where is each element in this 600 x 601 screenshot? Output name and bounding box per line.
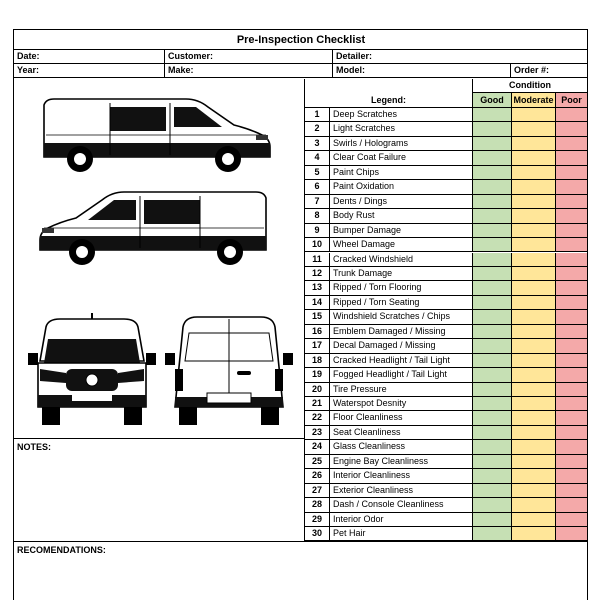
item-label: Cracked Windshield: [330, 253, 473, 267]
van-side-right-icon: [36, 95, 274, 177]
condition-cell-good[interactable]: [473, 411, 512, 425]
item-number: 26: [305, 469, 330, 483]
condition-cell-good[interactable]: [473, 440, 512, 454]
item-label: Decal Damaged / Missing: [330, 339, 473, 353]
condition-cell-good[interactable]: [473, 151, 512, 165]
info-row-2: [14, 64, 588, 78]
condition-cell-moderate[interactable]: [512, 411, 556, 425]
item-number: 16: [305, 325, 330, 339]
condition-cell-moderate[interactable]: [512, 527, 556, 541]
column-header-moderate: Moderate: [512, 93, 556, 108]
condition-cell-moderate[interactable]: [512, 354, 556, 368]
item-label: Interior Cleanliness: [330, 469, 473, 483]
item-label: Waterspot Desnity: [330, 397, 473, 411]
item-label: Bumper Damage: [330, 224, 473, 238]
condition-cell-moderate[interactable]: [512, 368, 556, 382]
condition-cell-good[interactable]: [473, 253, 512, 267]
condition-cell-good[interactable]: [473, 513, 512, 527]
condition-cell-poor[interactable]: [556, 238, 588, 252]
item-label: Ripped / Torn Seating: [330, 296, 473, 310]
condition-cell-poor[interactable]: [556, 166, 588, 180]
condition-cell-good[interactable]: [473, 325, 512, 339]
item-label: Floor Cleanliness: [330, 411, 473, 425]
item-label: Wheel Damage: [330, 238, 473, 252]
condition-cell-poor[interactable]: [556, 267, 588, 281]
item-number: 6: [305, 180, 330, 194]
condition-cell-good[interactable]: [473, 310, 512, 324]
condition-cell-good[interactable]: [473, 527, 512, 541]
recommendations-area[interactable]: [14, 541, 588, 601]
condition-cell-poor[interactable]: [556, 122, 588, 136]
header-blank: [305, 79, 473, 93]
condition-cell-moderate[interactable]: [512, 455, 556, 469]
condition-cell-good[interactable]: [473, 122, 512, 136]
condition-cell-good[interactable]: [473, 397, 512, 411]
item-label: Trunk Damage: [330, 267, 473, 281]
item-label: Cracked Headlight / Tail Light: [330, 354, 473, 368]
item-label: Dash / Console Cleanliness: [330, 498, 473, 512]
condition-cell-poor[interactable]: [556, 195, 588, 209]
condition-cell-moderate[interactable]: [512, 108, 556, 122]
item-number: 22: [305, 411, 330, 425]
page-title: Pre-Inspection Checklist: [14, 30, 588, 50]
item-label: Swirls / Holograms: [330, 137, 473, 151]
item-number: 23: [305, 426, 330, 440]
condition-cell-good[interactable]: [473, 267, 512, 281]
condition-cell-moderate[interactable]: [512, 166, 556, 180]
condition-cell-poor[interactable]: [556, 383, 588, 397]
item-label: Pet Hair: [330, 527, 473, 541]
model-field[interactable]: Model:: [336, 65, 365, 75]
condition-cell-poor[interactable]: [556, 484, 588, 498]
condition-header: Condition: [473, 79, 588, 93]
condition-cell-moderate[interactable]: [512, 253, 556, 267]
item-number: 13: [305, 281, 330, 295]
condition-cell-good[interactable]: [473, 354, 512, 368]
condition-cell-good[interactable]: [473, 426, 512, 440]
item-label: Light Scratches: [330, 122, 473, 136]
condition-cell-poor[interactable]: [556, 426, 588, 440]
item-label: Exterior Cleanliness: [330, 484, 473, 498]
condition-cell-good[interactable]: [473, 296, 512, 310]
item-number: 7: [305, 195, 330, 209]
item-number: 24: [305, 440, 330, 454]
item-number: 30: [305, 527, 330, 541]
van-front-icon: [26, 311, 158, 429]
condition-cell-good[interactable]: [473, 469, 512, 483]
condition-cell-poor[interactable]: [556, 354, 588, 368]
condition-cell-moderate[interactable]: [512, 224, 556, 238]
vehicle-diagram-panel: [14, 79, 305, 466]
notes-area[interactable]: [14, 438, 305, 541]
condition-cell-moderate[interactable]: [512, 137, 556, 151]
item-number: 1: [305, 108, 330, 122]
condition-cell-poor[interactable]: [556, 310, 588, 324]
item-number: 4: [305, 151, 330, 165]
condition-cell-moderate[interactable]: [512, 469, 556, 483]
item-number: 17: [305, 339, 330, 353]
item-label: Seat Cleanliness: [330, 426, 473, 440]
condition-cell-good[interactable]: [473, 180, 512, 194]
condition-cell-poor[interactable]: [556, 224, 588, 238]
condition-cell-poor[interactable]: [556, 527, 588, 541]
condition-cell-poor[interactable]: [556, 180, 588, 194]
notes-label: NOTES:: [17, 442, 52, 452]
condition-cell-good[interactable]: [473, 108, 512, 122]
item-number: 27: [305, 484, 330, 498]
item-label: Ripped / Torn Flooring: [330, 281, 473, 295]
item-label: Fogged Headlight / Tail Light: [330, 368, 473, 382]
condition-cell-moderate[interactable]: [512, 513, 556, 527]
condition-cell-poor[interactable]: [556, 397, 588, 411]
condition-cell-moderate[interactable]: [512, 339, 556, 353]
condition-cell-poor[interactable]: [556, 513, 588, 527]
item-number: 5: [305, 166, 330, 180]
condition-cell-poor[interactable]: [556, 209, 588, 223]
condition-cell-moderate[interactable]: [512, 325, 556, 339]
condition-cell-poor[interactable]: [556, 325, 588, 339]
condition-cell-good[interactable]: [473, 137, 512, 151]
condition-cell-moderate[interactable]: [512, 296, 556, 310]
item-label: Emblem Damaged / Missing: [330, 325, 473, 339]
condition-cell-poor[interactable]: [556, 151, 588, 165]
item-number: 28: [305, 498, 330, 512]
condition-cell-poor[interactable]: [556, 411, 588, 425]
item-label: Interior Odor: [330, 513, 473, 527]
item-label: Engine Bay Cleanliness: [330, 455, 473, 469]
condition-cell-moderate[interactable]: [512, 484, 556, 498]
item-label: Dents / Dings: [330, 195, 473, 209]
condition-cell-moderate[interactable]: [512, 498, 556, 512]
condition-cell-moderate[interactable]: [512, 238, 556, 252]
condition-cell-moderate[interactable]: [512, 426, 556, 440]
item-number: 25: [305, 455, 330, 469]
detailer-field[interactable]: Detailer:: [336, 51, 373, 61]
item-label: Tire Pressure: [330, 383, 473, 397]
condition-cell-good[interactable]: [473, 368, 512, 382]
item-number: 21: [305, 397, 330, 411]
condition-cell-poor[interactable]: [556, 339, 588, 353]
condition-cell-poor[interactable]: [556, 469, 588, 483]
condition-cell-moderate[interactable]: [512, 310, 556, 324]
condition-cell-poor[interactable]: [556, 137, 588, 151]
item-label: Windshield Scratches / Chips: [330, 310, 473, 324]
item-number: 18: [305, 354, 330, 368]
item-number: 29: [305, 513, 330, 527]
condition-cell-moderate[interactable]: [512, 397, 556, 411]
condition-cell-poor[interactable]: [556, 368, 588, 382]
item-label: Deep Scratches: [330, 108, 473, 122]
condition-cell-good[interactable]: [473, 339, 512, 353]
year-field[interactable]: Year:: [17, 65, 40, 75]
item-label: Paint Oxidation: [330, 180, 473, 194]
condition-cell-good[interactable]: [473, 383, 512, 397]
condition-cell-moderate[interactable]: [512, 440, 556, 454]
condition-cell-good[interactable]: [473, 281, 512, 295]
condition-cell-poor[interactable]: [556, 108, 588, 122]
checklist-sheet: [13, 29, 588, 600]
condition-cell-moderate[interactable]: [512, 267, 556, 281]
condition-cell-moderate[interactable]: [512, 122, 556, 136]
item-number: 12: [305, 267, 330, 281]
item-number: 3: [305, 137, 330, 151]
condition-cell-good[interactable]: [473, 455, 512, 469]
date-field[interactable]: Date:: [17, 51, 40, 61]
item-label: Glass Cleanliness: [330, 440, 473, 454]
item-number: 10: [305, 238, 330, 252]
condition-cell-moderate[interactable]: [512, 195, 556, 209]
make-field[interactable]: Make:: [168, 65, 194, 75]
recommendations-label: RECOMENDATIONS:: [17, 545, 106, 555]
condition-cell-good[interactable]: [473, 484, 512, 498]
condition-cell-good[interactable]: [473, 238, 512, 252]
van-rear-icon: [163, 311, 295, 429]
customer-field[interactable]: Customer:: [168, 51, 214, 61]
item-label: Body Rust: [330, 209, 473, 223]
order-number-field[interactable]: Order #:: [514, 65, 550, 75]
item-number: 19: [305, 368, 330, 382]
item-number: 20: [305, 383, 330, 397]
item-number: 14: [305, 296, 330, 310]
condition-cell-poor[interactable]: [556, 281, 588, 295]
column-header-good: Good: [473, 93, 512, 108]
item-number: 2: [305, 122, 330, 136]
legend-header: Legend:: [305, 93, 473, 108]
condition-cell-moderate[interactable]: [512, 180, 556, 194]
condition-cell-good[interactable]: [473, 498, 512, 512]
condition-cell-moderate[interactable]: [512, 383, 556, 397]
item-label: Paint Chips: [330, 166, 473, 180]
condition-cell-moderate[interactable]: [512, 209, 556, 223]
condition-cell-poor[interactable]: [556, 253, 588, 267]
item-number: 9: [305, 224, 330, 238]
condition-cell-poor[interactable]: [556, 440, 588, 454]
item-number: 15: [305, 310, 330, 324]
item-label: Clear Coat Failure: [330, 151, 473, 165]
condition-cell-good[interactable]: [473, 166, 512, 180]
condition-cell-good[interactable]: [473, 224, 512, 238]
condition-cell-good[interactable]: [473, 209, 512, 223]
info-row-1: [14, 50, 588, 64]
van-side-left-icon: [36, 188, 274, 270]
condition-cell-moderate[interactable]: [512, 281, 556, 295]
condition-cell-moderate[interactable]: [512, 151, 556, 165]
condition-cell-poor[interactable]: [556, 498, 588, 512]
condition-cell-poor[interactable]: [556, 455, 588, 469]
item-number: 8: [305, 209, 330, 223]
item-number: 11: [305, 253, 330, 267]
condition-cell-poor[interactable]: [556, 296, 588, 310]
column-header-poor: Poor: [556, 93, 588, 108]
condition-cell-good[interactable]: [473, 195, 512, 209]
